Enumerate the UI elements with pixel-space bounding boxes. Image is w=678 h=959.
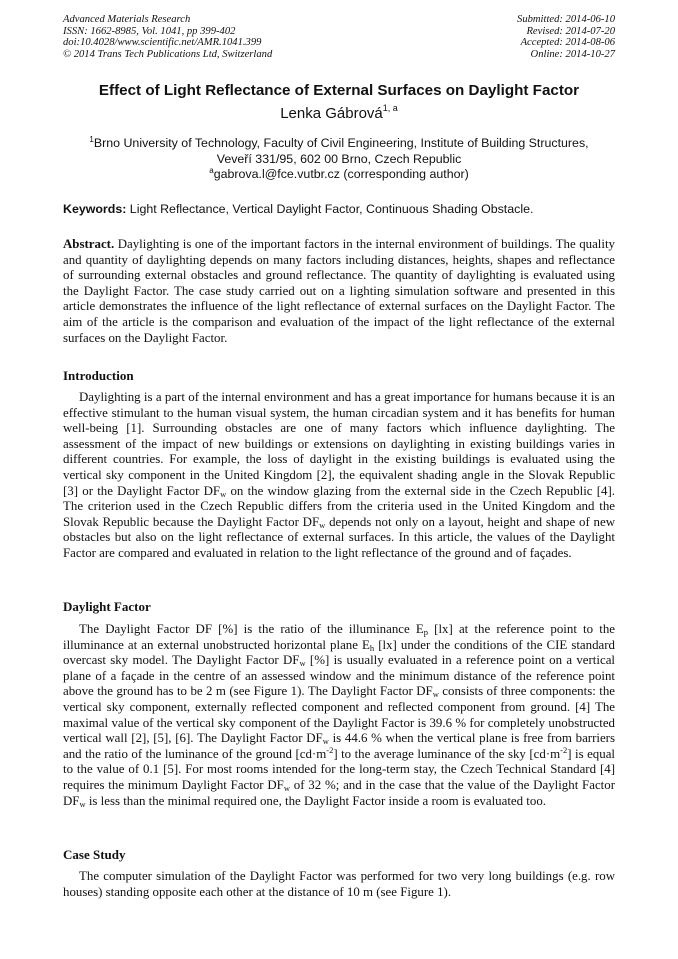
affiliation-mark: 1 <box>89 135 94 144</box>
journal-info <box>63 14 272 61</box>
heading-introduction: Introduction <box>63 368 134 383</box>
affiliation-line-1: Brno University of Technology, Faculty of Civil Engineering, Institute of Building Structures, <box>93 136 589 150</box>
keywords-text: Light Reflectance, Vertical Daylight Factor, Continuous Shading Obstacle. <box>126 202 534 216</box>
journal-copyright: © 2014 Trans Tech Publications Ltd, Switzerland <box>63 49 273 61</box>
introduction-paragraph: Daylighting is a part of the internal environment and has a great importance for humans because it is an effective stimulant to the human visual system, the human circadian system and it has benefits for human well-being [1]. Surrounding obstacles are one of many factors which influence daylighting. The assessment of the impact of new buildings or extensions on daylighting in existing buildings varies in different countries. For example, the loss of daylight in the existing buildings is evaluated using the vertical sky component in the United Kingdom [2], the equivalent shading angle in the Slovak Republic [3] or the Daylight Factor $DF_w$ on the window glazing from the external side in the Czech Republic [4]. The criterion used in the Czech Republic differs from the criteria used in the United Kingdom and the Slovak Republic because the Daylight Factor $DF_w$ depends not only on a layout, height and shape of new obstacles but also on the light reflectance of external surfaces. In this article, the values of the Daylight Factor are compared and evaluated in relation to the light reflectance of the ground and of façades. <box>63 390 616 560</box>
affiliation <box>63 132 615 167</box>
daylight-factor-paragraph: The Daylight Factor DF [%] is the ratio of the illuminance $E_p$ [lx] at the reference point to the illuminance at an external unobstructed horizontal plane $E_h$ [lx] under the conditions of the CIE standard overcast sky model. The Daylight Factor $DF_w$ [%] is usually evaluated in a reference point on a vertical plane of a façade in the centre of an assessed window and the minimum distance of the reference point above the ground has to be 2 m (see Figure 1). The Daylight Factor $DF_w$ consists of three components: the vertical sky component, externally reflected component and reflected component from ground. [4] The maximal value of the vertical sky component of the Daylight Factor is 39.6 % for completely unobstructed vertical wall [2], [5], [6]. The Daylight Factor $DF_w$ is 44.6 % when the vertical plane is free from barriers and the ratio of the luminance of the ground $[cd\cdot m^{-2}]$ to the average luminance of the sky $[cd\cdot m^{-2}]$ is equal to the value of 0.1 [5]. For most rooms intended for the long-term stay, the Czech Technical Standard [4] requires the minimum Daylight Factor $DF_w$ of 32 %; and in the case that the value of the Daylight Factor $DF_w$ is less than the minimal required one, the Daylight Factor inside a room is evaluated too. <box>63 622 615 809</box>
keywords-label: Keywords: <box>63 202 127 216</box>
journal-doi: doi:10.4028/www.scientific.net/AMR.1041.399 <box>63 37 262 49</box>
abstract <box>63 237 615 346</box>
date-submitted: Submitted: 2014-06-10 <box>517 14 615 25</box>
journal-issn: ISSN: 1662-8985, Vol. 1041, pp 399-402 <box>63 25 236 37</box>
heading-case-study: Case Study <box>63 847 126 862</box>
abstract-label: Abstract. <box>63 237 115 251</box>
email-mark: a <box>209 166 214 175</box>
abstract-text: Daylighting is one of the important factors in the internal environment of buildings. The quality and quantity of daylighting depends on many factors including distances, heights, shapes and reflectance of surrounding external obstacles and ground reflectance. The quantity of daylighting is evaluated using the Daylight Factor. The case study carried out on a lighting simulation software and presented in this article demonstrates the influence of the light reflectance of external surfaces on the Daylight Factor. The aim of the article is the comparison and evaluation of the impact of the light reflectance of the external surfaces on the Daylight Factor. <box>63 237 615 345</box>
keywords <box>63 202 615 216</box>
author-name: Lenka Gábrová <box>280 105 383 122</box>
author-email <box>0 166 678 181</box>
date-accepted: Accepted: 2014-08-06 <box>520 37 615 49</box>
author-line <box>0 103 678 122</box>
paper-title: Effect of Light Reflectance of External Surfaces on Daylight Factor <box>98 82 580 99</box>
email-text: gabrova.l@fce.vutbr.cz (corresponding author) <box>213 167 469 181</box>
affiliation-line-2: Veveří 331/95, 602 00 Brno, Czech Republic <box>216 151 462 166</box>
date-revised: Revised: 2014-07-20 <box>526 25 615 37</box>
journal-name: Advanced Materials Research <box>63 14 191 25</box>
date-online: Online: 2014-10-27 <box>530 49 615 61</box>
heading-daylight-factor: Daylight Factor <box>63 599 151 614</box>
case-study-paragraph: The computer simulation of the Daylight Factor was performed for two very long buildings (e.g. row houses) standing opposite each other at the distance of 10 m (see Figure 1). <box>63 869 615 899</box>
submission-dates <box>517 14 615 61</box>
author-marks: 1, a <box>382 103 398 113</box>
